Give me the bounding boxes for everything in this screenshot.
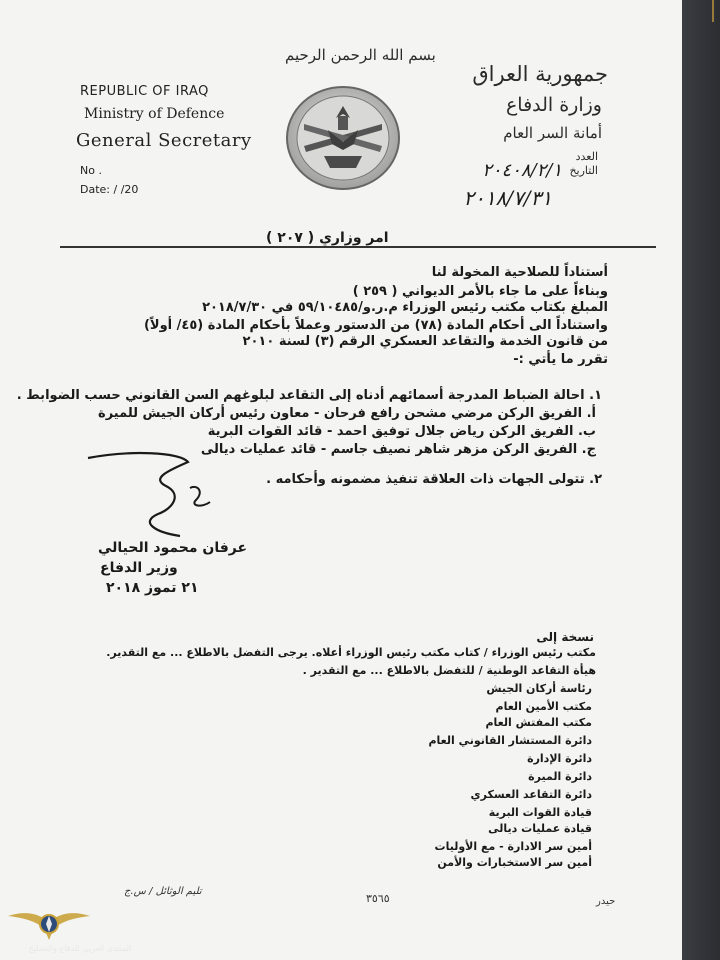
body-line: من قانون الخدمة والتقاعد العسكري الرقم (٣) لسنة ٢٠١٠	[242, 334, 608, 349]
copy-recipient: دائرة الإدارة	[527, 752, 592, 765]
copy-recipient: قيادة القوات البرية	[488, 806, 592, 819]
body-line: أستناداً للصلاحية المخولة لنا	[431, 265, 608, 280]
header-republic-ar: جمهورية العراق	[472, 62, 608, 86]
copies-heading: نسخة إلى	[536, 630, 594, 644]
order-item: أ. الفريق الركن مرضي مشحن رافع فرحان - معاون رئيس أركان الجيش للميرة	[98, 406, 596, 421]
copy-recipient: رئاسة أركان الجيش	[486, 682, 592, 695]
handwritten-date: ٢٠١٨/٧/٣١	[463, 186, 552, 210]
header-ministry-ar: وزارة الدفاع	[505, 94, 602, 116]
basmala: بسم الله الرحمن الرحيم	[285, 46, 436, 64]
header-number-label: No .	[80, 164, 102, 177]
signature-date: ٢١ تموز ٢٠١٨	[106, 580, 199, 596]
handwritten-signature	[70, 448, 220, 544]
header-divider	[60, 246, 656, 248]
copy-recipient: مكتب المفتش العام	[485, 716, 592, 729]
watermark-text: المنتدى العربي للدفاع والتسليح	[28, 944, 132, 953]
order-item: ب. الفريق الركن رياض جلال توفيق احمد - قائد القوات البرية	[207, 424, 596, 439]
order-title: امر وزاري ( ٢٠٧ )	[260, 230, 395, 246]
copy-recipient: دائرة الميرة	[528, 770, 592, 783]
background-surface	[682, 0, 720, 960]
copy-recipient: دائرة المستشار القانوني العام	[428, 734, 592, 747]
copy-recipient: قيادة عمليات ديالى	[488, 822, 592, 835]
body-line: وبناءاً على ما جاء بالأمر الديواني ( ٢٥٩ )	[352, 284, 608, 299]
copy-recipient: دائرة التقاعد العسكري	[470, 788, 592, 801]
footer-number: ٣٥٦٥	[366, 892, 390, 905]
header-republic-en: REPUBLIC OF IRAQ	[80, 84, 209, 99]
header-ministry-en: Ministry of Defence	[84, 106, 225, 122]
copy-recipient: هيأة التقاعد الوطنية / للتفضل بالاطلاع ... مع التقدير .	[302, 664, 596, 677]
header-date-label: Date: / /20	[80, 183, 139, 196]
body-line: المبلغ بكتاب مكتب رئيس الوزراء م.ر.و/٥٩/١٠٤٨٥ في ٢٠١٨/٧/٣٠	[202, 300, 608, 315]
copy-recipient: مكتب رئيس الوزراء / كتاب مكتب رئيس الوزراء أعلاه. يرجى التفضل بالاطلاع ... مع التقدير.	[106, 646, 596, 659]
header-office-en: General Secretary	[76, 130, 252, 151]
copy-recipient: أمين سر الاستخبارات والأمن	[437, 856, 592, 869]
order-item: ج. الفريق الركن مزهر شاهر نصيف جاسم - قائد عمليات ديالى	[200, 442, 596, 457]
header-number-label-ar: العدد	[575, 150, 598, 163]
footer-left-note: تليم الوثائل / س.ج	[124, 886, 202, 897]
header-date-label-ar: التاريخ	[569, 164, 598, 177]
order-item: ١. احالة الضباط المدرجة أسمائهم أدناه إلى التقاعد لبلوغهم السن القانوني حسب الضوابط .	[16, 388, 602, 403]
handwritten-number: ٢٠٤٠٨/٢/١	[482, 160, 562, 181]
minister-name: عرفان محمود الحيالي	[98, 540, 248, 556]
body-line: تقرر ما يأتي :-	[513, 352, 608, 367]
header-secretariat-ar: أمانة السر العام	[503, 124, 602, 142]
footer-right-note: حيدر	[596, 896, 616, 907]
copy-recipient: أمين سر الادارة - مع الأوليات	[434, 840, 592, 853]
copy-recipient: مكتب الأمين العام	[495, 700, 592, 713]
body-line: واستناداً الى أحكام المادة (٧٨) من الدستور وعملاً بأحكام المادة (٤٥/ أولاً)	[143, 318, 608, 333]
minister-title: وزير الدفاع	[100, 560, 178, 576]
edge-marker	[712, 0, 714, 22]
ministry-emblem-icon	[284, 84, 402, 192]
order-item: ٢. تتولى الجهات ذات العلاقة تنفيذ مضمونه وأحكامه .	[266, 472, 602, 487]
